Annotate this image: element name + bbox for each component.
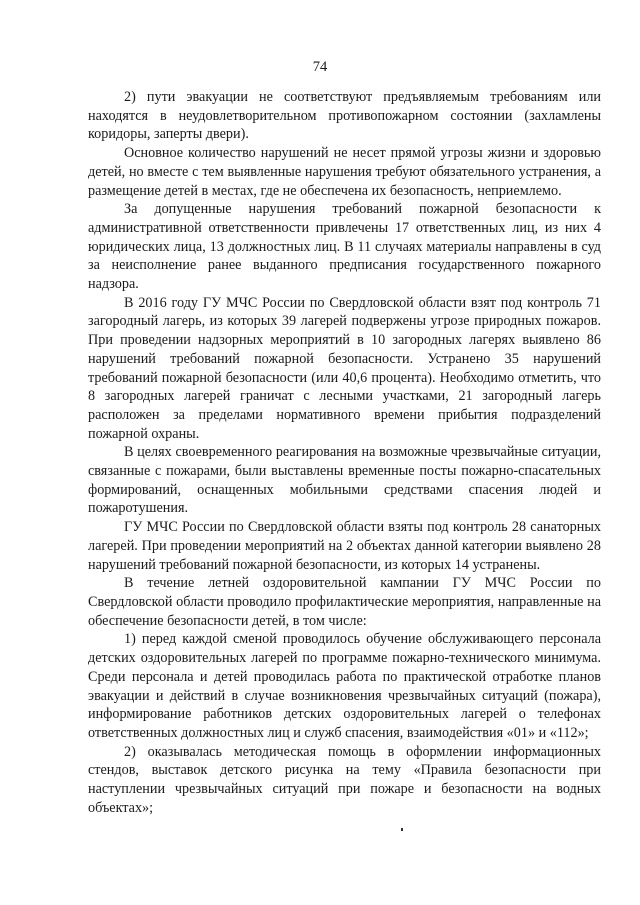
paragraph-violations-summary: Основное количество нарушений не несет прямой угрозы жизни и здоровью детей, но вместе с тем выявленные нарушения требуют обязательного устранения, а размещение детей в местах, где не обеспечена их безопасность, неприемлемо. xyxy=(88,145,601,199)
paragraph-temporary-posts: В целях своевременного реагирования на возможные чрезвычайные ситуации, связанные с пожарами, были выставлены временные посты пожарно-спасательных формирований, оснащенных мобильными средствами спасения людей и пожаротушения. xyxy=(88,444,601,517)
paragraph-staff-training: 1) перед каждой сменой проводилось обучение обслуживающего персонала детских оздоровительных лагерей по программе пожарно-технического минимума. Среди персонала и детей проводилась работа по практической отработке планов эвакуации и действий в случае возникновения чрезвычайных ситуаций (пожара), информирование работников детских оздоровительных лагерей о телефонах ответственных должностных лиц и служб спасения, взаимодействия «01» и «112»; xyxy=(88,631,601,741)
paragraph-administrative-liability: За допущенные нарушения требований пожарной безопасности к административной ответственности привлечены 17 ответственных лиц, из них 4 юридических лица, 13 должностных лиц. В 11 случаях материалы направлены в суд за неисполнение ранее выданного предписания государственного пожарного надзора. xyxy=(88,201,601,293)
document-body xyxy=(88,88,601,817)
paragraph-methodical-help: 2) оказывалась методическая помощь в оформлении информационных стендов, выставок детского рисунка на тему «Правила безопасности при наступлении чрезвычайных ситуаций при пожаре и безопасности на водных объектах»; xyxy=(88,743,601,816)
scan-speck xyxy=(401,828,403,831)
page-number: 74 xyxy=(312,59,328,75)
paragraph-sanatorium-camps: ГУ МЧС России по Свердловской области взяты под контроль 28 санаторных лагерей. При проведении мероприятий на 2 объектах данной категории выявлено 28 нарушений требований пожарной безопасности, из которых 14 устранены. xyxy=(88,519,601,573)
paragraph-evacuation-routes: 2) пути эвакуации не соответствуют предъявляемым требованиям или находятся в неудовлетворительном противопожарном состоянии (захламлены коридоры, заперты двери). xyxy=(88,89,601,143)
paragraph-preventive-measures: В течение летней оздоровительной кампании ГУ МЧС России по Свердловской области проводило профилактические мероприятия, направленные на обеспечение безопасности детей, в том числе: xyxy=(88,575,601,629)
paragraph-country-camps-2016: В 2016 году ГУ МЧС России по Свердловской области взят под контроль 71 загородный лагерь, из которых 39 лагерей подвержены угрозе природных пожаров. При проведении надзорных мероприятий в 10 загородных лагерях выявлено 86 нарушений требований пожарной безопасности. Устранено 35 нарушений требований пожарной безопасности (или 40,6 процента). Необходимо отметить, что 8 загородных лагерей граничат с лесными участками, 21 загородный лагерь расположен за пределами нормативного времени прибытия подразделений пожарной охраны. xyxy=(88,294,601,442)
